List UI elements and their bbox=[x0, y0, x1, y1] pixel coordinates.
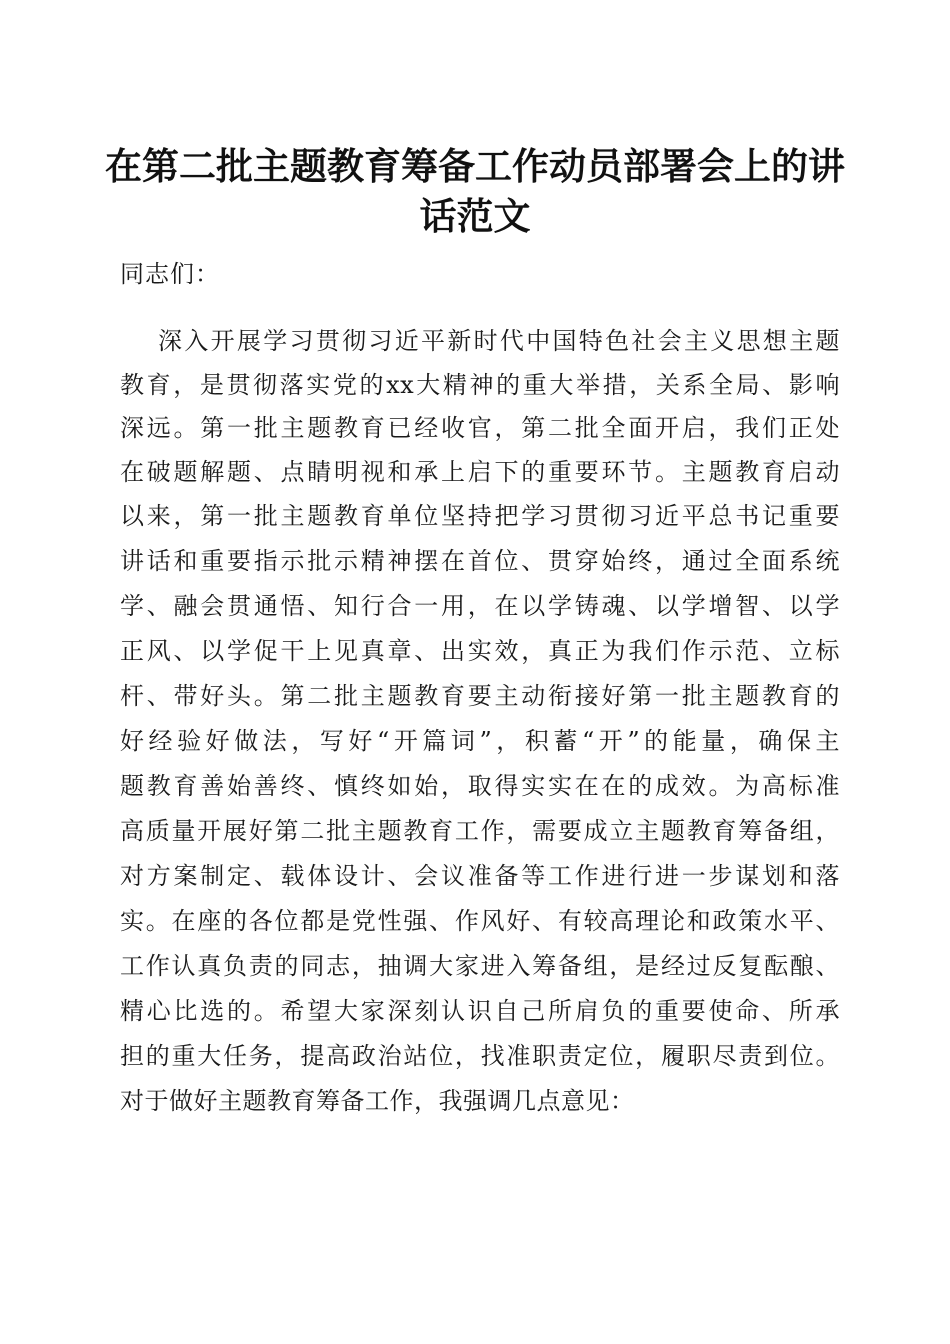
body-line: 题教育善始善终、慎终如始，取得实实在在的成效。为高标准 bbox=[120, 772, 840, 800]
body-line: 在破题解题、点睛明视和承上启下的重要环节。主题教育启动 bbox=[120, 458, 840, 486]
body-line: 实。在座的各位都是党性强、作风好、有较高理论和政策水平、 bbox=[120, 907, 840, 935]
body-line: 对方案制定、载体设计、会议准备等工作进行进一步谋划和落 bbox=[120, 862, 840, 890]
body-line: 学、融会贯通悟、知行合一用，在以学铸魂、以学增智、以学 bbox=[120, 592, 840, 620]
body-line: 正风、以学促干上见真章、出实效，真正为我们作示范、立标 bbox=[120, 637, 840, 665]
salutation: 同志们： bbox=[120, 260, 220, 288]
body-line: 高质量开展好第二批主题教育工作，需要成立主题教育筹备组， bbox=[120, 817, 840, 845]
body-line: 工作认真负责的同志，抽调大家进入筹备组，是经过反复酝酿、 bbox=[120, 952, 840, 980]
body-line: 以来，第一批主题教育单位坚持把学习贯彻习近平总书记重要 bbox=[120, 502, 840, 530]
body-line: 深远。第一批主题教育已经收官，第二批全面开启，我们正处 bbox=[120, 414, 840, 442]
body-line: 深入开展学习贯彻习近平新时代中国特色社会主义思想主题 bbox=[158, 327, 840, 355]
body-line: 好经验好做法，写好“开篇词”，积蓄“开”的能量，确保主 bbox=[120, 727, 840, 755]
body-line: 讲话和重要指示批示精神摆在首位、贯穿始终，通过全面系统 bbox=[120, 547, 840, 575]
document-title-line-1: 在第二批主题教育筹备工作动员部署会上的讲 bbox=[105, 145, 845, 188]
body-line: 担的重大任务，提高政治站位，找准职责定位，履职尽责到位。 bbox=[120, 1042, 840, 1070]
document-title-line-2: 话范文 bbox=[419, 195, 531, 238]
body-line: 精心比选的。希望大家深刻认识自己所肩负的重要使命、所承 bbox=[120, 997, 840, 1025]
body-line: 杆、带好头。第二批主题教育要主动衔接好第一批主题教育的 bbox=[120, 682, 840, 710]
body-line: 教育，是贯彻落实党的xx大精神的重大举措，关系全局、影响 bbox=[120, 371, 840, 399]
body-line-last: 对于做好主题教育筹备工作，我强调几点意见： bbox=[120, 1087, 635, 1115]
